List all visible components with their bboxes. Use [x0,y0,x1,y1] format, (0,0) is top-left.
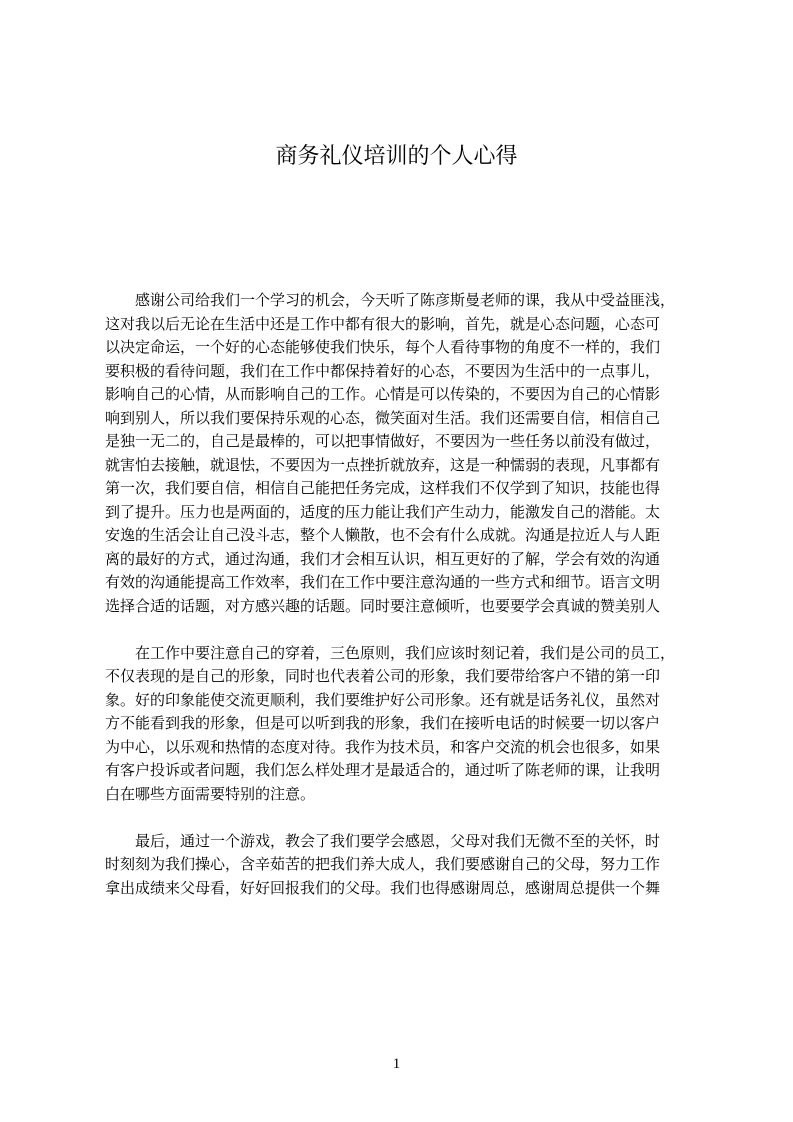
page-number: 1 [392,1056,401,1072]
text-line: 感谢公司给我们一个学习的机会，今天听了陈彦斯曼老师的课，我从中受益匪浅， [105,291,676,309]
text-line: 要积极的看待问题，我们在工作中都保持着好的心态，不要因为生活中的一点事儿， [105,361,661,380]
paragraph-2 [105,642,698,807]
text-line: 最后，通过一个游戏，教会了我们要学会感恩，父母对我们无微不至的关怀，时 [105,831,661,850]
text-line: 在工作中要注意自己的穿着，三色原则，我们应该时刻记着，我们是公司的员工， [105,643,676,662]
text-line: 时刻刻为我们操心，含辛茹苦的把我们养大成人，我们要感谢自己的父母，努力工作 [105,855,661,873]
paragraph-1 [105,289,698,618]
text-line: 第一次，我们要自信，相信自己能把任务完成，这样我们不仅学到了知识，技能也得 [105,479,661,497]
text-line: 象。好的印象能使交流更顺利，我们要维护好公司形象。还有就是话务礼仪，虽然对 [105,690,661,709]
text-line: 不仅表现的是自己的形象，同时也代表着公司的形象，我们要带给客户不错的第一印 [105,667,661,685]
text-line: 安逸的生活会让自己没斗志，整个人懒散，也不会有什么成就。沟通是拉近人与人距 [105,526,661,544]
text-line: 有效的沟通能提高工作效率，我们在工作中要注意沟通的一些方式和细节。语言文明 [105,573,661,591]
document-body [105,289,698,900]
text-line: 是独一无二的，自己是最棒的，可以把事情做好，不要因为一些任务以前没有做过， [105,432,661,450]
paragraph-spacer [105,806,698,830]
text-line: 以决定命运，一个好的心态能够使我们快乐，每个人看待事物的角度不一样的，我们 [105,338,661,356]
paragraph-spacer [105,618,698,642]
text-line: 这对我以后无论在生活中还是工作中都有很大的影响，首先，就是心态问题，心态可 [105,314,661,333]
text-line: 方不能看到我的形象，但是可以听到我的形象，我们在接听电话的时候要一切以客户 [105,714,661,732]
text-line: 影响自己的心情，从而影响自己的工作。心情是可以传染的，不要因为自己的心情影 [105,385,661,403]
text-line: 有客户投诉或者问题，我们怎么样处理才是最适合的，通过听了陈老师的课，让我明 [105,761,661,779]
paragraph-3 [105,830,698,901]
text-line: 拿出成绩来父母看，好好回报我们的父母。我们也得感谢周总，感谢周总提供一个舞 [105,878,661,897]
text-line: 为中心，以乐观和热情的态度对待。我作为技术员，和客户交流的机会也很多，如果 [105,737,661,756]
text-line: 就害怕去接触，就退怯，不要因为一点挫折就放弃，这是一种懦弱的表现，凡事都有 [105,455,661,474]
document-title: 商务礼仪培训的个人心得 [275,144,518,169]
text-line: 响到别人，所以我们要保持乐观的心态，微笑面对生活。我们还需要自信，相信自己 [105,408,661,427]
text-line: 白在哪些方面需要特别的注意。 [105,784,316,803]
text-line: 到了提升。压力也是两面的，适度的压力能让我们产生动力，能激发自己的潜能。太 [105,502,661,521]
text-line: 离的最好的方式，通过沟通，我们才会相互认识，相互更好的了解，学会有效的沟通 [105,549,661,568]
text-line: 选择合适的话题，对方感兴趣的话题。同时要注意倾听，也要要学会真诚的赞美别人 [105,596,661,615]
